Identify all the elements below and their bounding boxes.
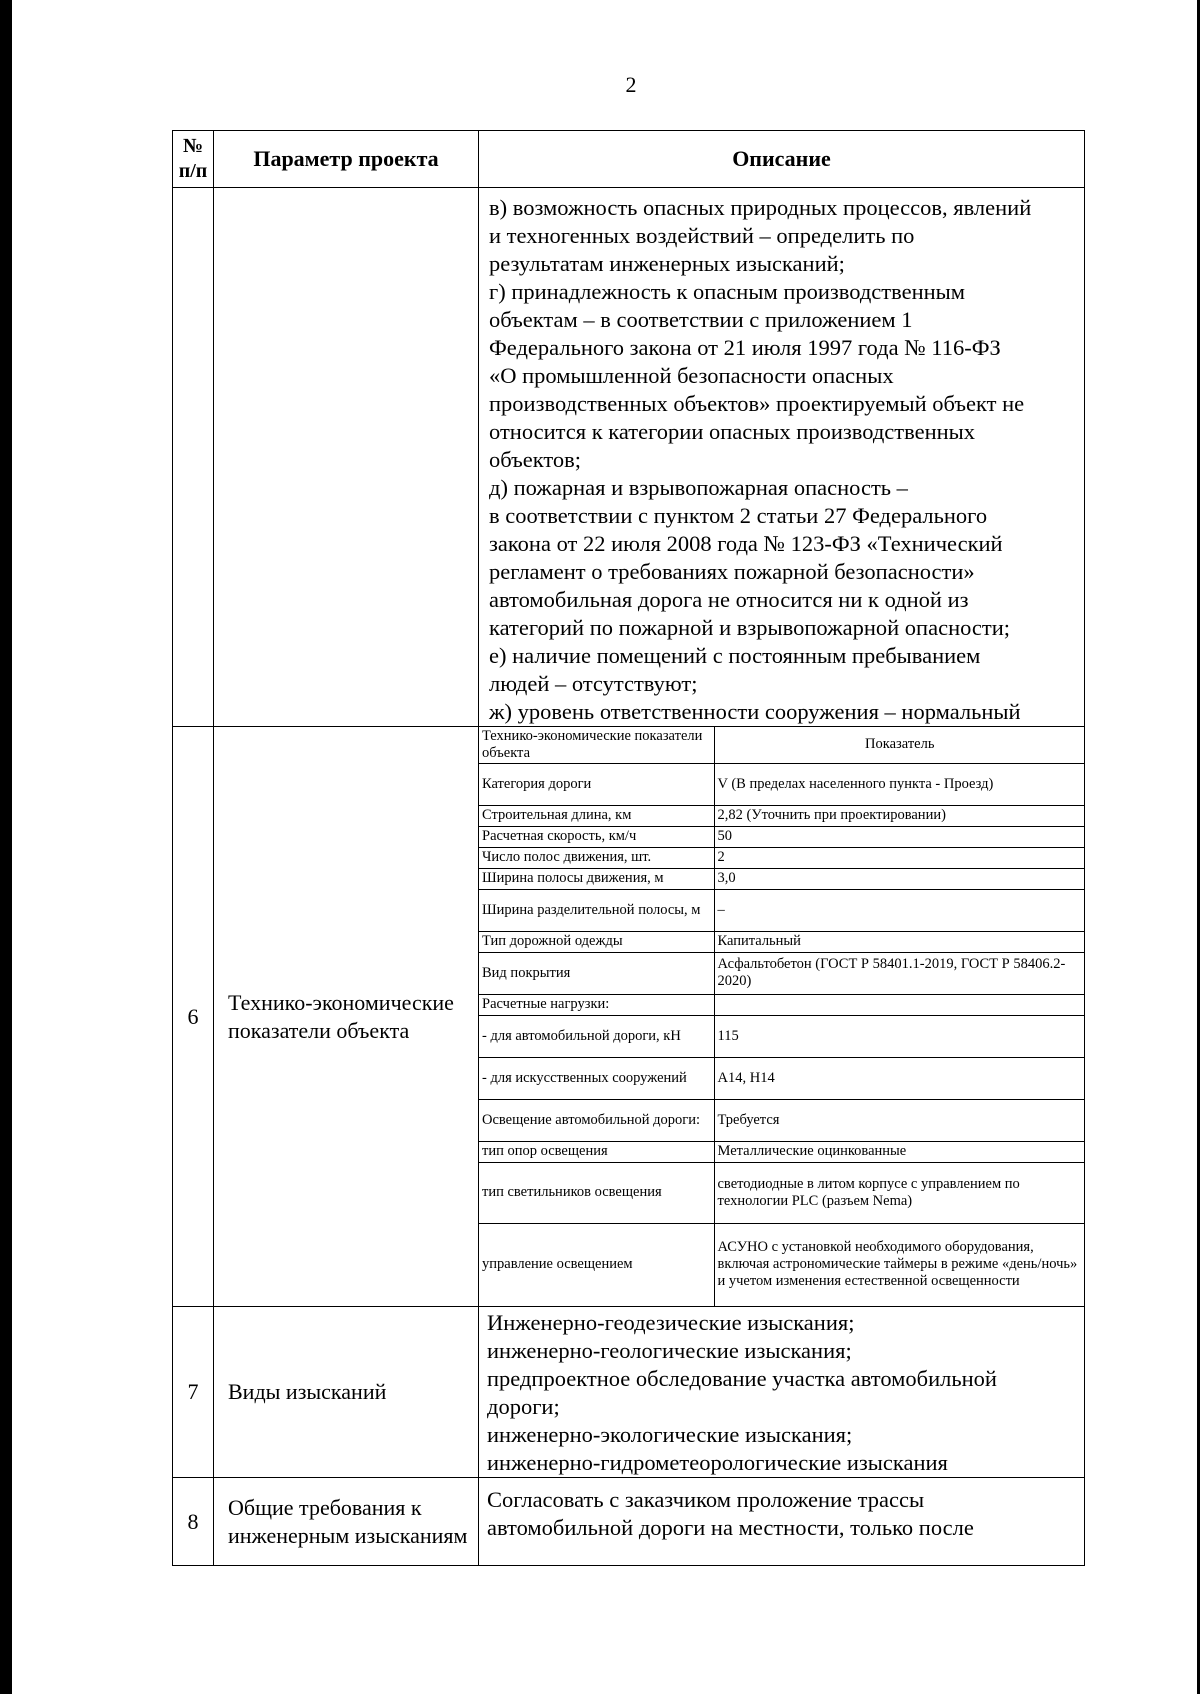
indicator-name: тип светильников освещения (479, 1162, 714, 1223)
indicator-name: Вид покрытия (479, 952, 714, 994)
row5-line: д) пожарная и взрывопожарная опасность – (489, 475, 908, 500)
indicator-value: светодиодные в литом корпусе с управлением по технологии PLC (разъем Nema) (714, 1162, 1085, 1223)
row6-param: Технико-экономические показатели объекта (214, 727, 479, 1307)
row5-line: автомобильная дорога не относится ни к одной из (489, 587, 969, 612)
row5-line: в соответствии с пунктом 2 статьи 27 Федерального (489, 503, 988, 528)
row5-line: в) возможность опасных природных процессов, явлений (489, 195, 1032, 220)
indicator-value: 3,0 (714, 868, 1085, 889)
indicator-value (714, 994, 1085, 1015)
row5-line: относится к категории опасных производственных (489, 419, 976, 444)
indicator-row (479, 763, 1085, 805)
indicator-value: Капитальный (714, 931, 1085, 952)
indicator-name: Освещение автомобильной дороги: (479, 1099, 714, 1141)
row5-num (173, 188, 214, 727)
row5-line: людей – отсутствуют; (489, 671, 698, 696)
row7-param: Виды изысканий (214, 1307, 479, 1478)
row8-param: Общие требования к инженерным изысканиям (214, 1478, 479, 1566)
indicators-header-value: Показатель (714, 727, 1085, 763)
row5-desc (479, 188, 1085, 727)
row5-line: Федерального закона от 21 июля 1997 года № 116-ФЗ (489, 335, 1001, 360)
indicators-header-param: Технико-экономические показатели объекта (479, 727, 714, 763)
indicator-name: - для автомобильной дороги, кН (479, 1015, 714, 1057)
indicator-value: V (В пределах населенного пункта - Проезд) (714, 763, 1085, 805)
row5-line: категорий по пожарной и взрывопожарной опасности; (489, 615, 1011, 640)
row5-line: и техногенных воздействий – определить по (489, 223, 915, 248)
row8-desc (479, 1478, 1085, 1566)
indicator-value: 115 (714, 1015, 1085, 1057)
project-parameters-table (172, 130, 1085, 1566)
indicator-name: Ширина полосы движения, м (479, 868, 714, 889)
table-header-row (173, 131, 1085, 188)
indicator-value: 2,82 (Уточнить при проектировании) (714, 805, 1085, 826)
indicator-row (479, 994, 1085, 1015)
row7-num: 7 (173, 1307, 214, 1478)
row5-line: г) принадлежность к опасным производственным (489, 279, 966, 304)
row5-line: регламент о требованиях пожарной безопасности» (489, 559, 975, 584)
table-row-6 (173, 727, 1085, 1307)
indicator-name: Ширина разделительной полосы, м (479, 889, 714, 931)
row8-line: автомобильной дороги на местности, только после (487, 1515, 974, 1540)
row6-desc (479, 727, 1085, 1307)
indicator-row (479, 952, 1085, 994)
row5-param (214, 188, 479, 727)
indicator-row (479, 1099, 1085, 1141)
indicator-name: Число полос движения, шт. (479, 847, 714, 868)
indicator-name: Строительная длина, км (479, 805, 714, 826)
header-desc: Описание (479, 131, 1085, 188)
table-row-7 (173, 1307, 1085, 1478)
row7-line: инженерно-экологические изыскания; (487, 1422, 853, 1447)
indicators-header-row (479, 727, 1085, 763)
indicator-row (479, 1223, 1085, 1306)
indicator-row (479, 826, 1085, 847)
row7-desc (479, 1307, 1085, 1478)
row5-line: объектов; (489, 447, 582, 472)
row5-line: результатам инженерных изысканий; (489, 251, 845, 276)
indicators-table (479, 727, 1085, 1306)
row8-line: Согласовать с заказчиком проложение трассы (487, 1487, 925, 1512)
header-param: Параметр проекта (214, 131, 479, 188)
row5-line: «О промышленной безопасности опасных (489, 363, 894, 388)
indicator-name: Тип дорожной одежды (479, 931, 714, 952)
indicator-row (479, 805, 1085, 826)
table-row-5-continued (173, 188, 1085, 727)
indicator-value: 2 (714, 847, 1085, 868)
indicator-row (479, 889, 1085, 931)
scan-edge-left (0, 0, 12, 1694)
indicator-value: Металлические оцинкованные (714, 1141, 1085, 1162)
row6-num: 6 (173, 727, 214, 1307)
page-number: 2 (625, 72, 637, 97)
indicator-name: Категория дороги (479, 763, 714, 805)
indicator-name: - для искусственных сооружений (479, 1057, 714, 1099)
row5-line: ж) уровень ответственности сооружения – нормальный (489, 699, 1021, 724)
row7-line: инженерно-гидрометеорологические изыскания (487, 1450, 948, 1475)
indicator-row (479, 1057, 1085, 1099)
indicator-value: 50 (714, 826, 1085, 847)
row7-line: инженерно-геологические изыскания; (487, 1338, 852, 1363)
row5-line: е) наличие помещений с постоянным пребыванием (489, 643, 981, 668)
indicator-name: управление освещением (479, 1223, 714, 1306)
indicator-row (479, 1015, 1085, 1057)
indicator-row (479, 931, 1085, 952)
indicator-name: Расчетные нагрузки: (479, 994, 714, 1015)
indicator-value: Требуется (714, 1099, 1085, 1141)
row8-num: 8 (173, 1478, 214, 1566)
row5-line: производственных объектов» проектируемый объект не (489, 391, 1025, 416)
indicator-row (479, 1162, 1085, 1223)
indicator-value: – (714, 889, 1085, 931)
indicator-name: Расчетная скорость, км/ч (479, 826, 714, 847)
row7-line: Инженерно-геодезические изыскания; (487, 1310, 855, 1335)
indicator-row (479, 868, 1085, 889)
row5-line: объектам – в соответствии с приложением 1 (489, 307, 913, 332)
indicator-value: Асфальтобетон (ГОСТ Р 58401.1-2019, ГОСТ Р 58406.2-2020) (714, 952, 1085, 994)
row5-line: закона от 22 июля 2008 года № 123-ФЗ «Технический (489, 531, 1003, 556)
row7-line: дороги; (487, 1394, 560, 1419)
header-num: № п/п (173, 131, 214, 188)
indicator-value: А14, Н14 (714, 1057, 1085, 1099)
indicator-row (479, 847, 1085, 868)
row7-line: предпроектное обследование участка автомобильной (487, 1366, 997, 1391)
table-row-8 (173, 1478, 1085, 1566)
indicator-value: АСУНО с установкой необходимого оборудования, включая астрономические таймеры в режиме «день/ночь» и учетом изменения естественной освещенности (714, 1223, 1085, 1306)
indicator-row (479, 1141, 1085, 1162)
indicator-name: тип опор освещения (479, 1141, 714, 1162)
